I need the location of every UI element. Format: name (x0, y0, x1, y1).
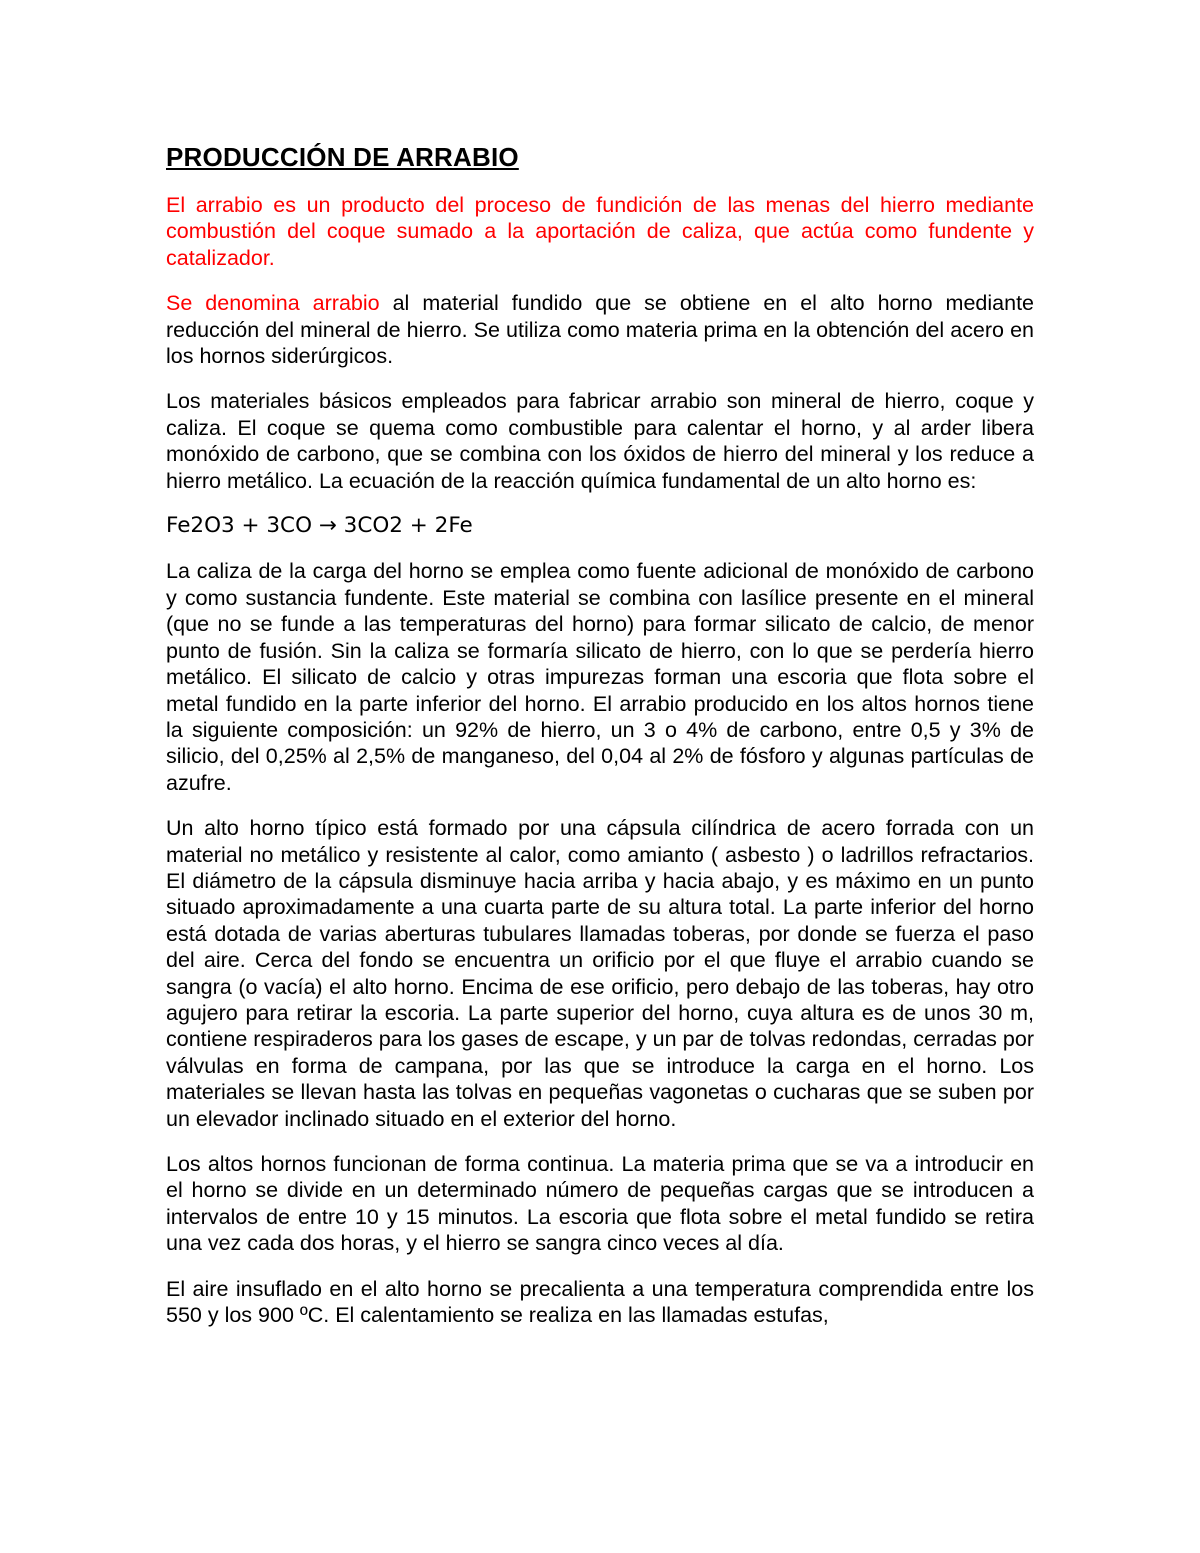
operation-paragraph: Los altos hornos funcionan de forma continua. La materia prima que se va a introducir en el horno se divide en un determinado número de pequeñas cargas que se introducen a intervalos de entre 10 y 15 minutos. La escoria que flota sobre el metal fundido se retira una vez cada dos horas, y el hierro se sangra cinco veces al día. (166, 1152, 1034, 1256)
materials-paragraph: Los materiales básicos empleados para fabricar arrabio son mineral de hierro, coque y caliza. El coque se quema como combustible para calentar el horno, y al arder libera monóxido de carbono, que se combina con los óxidos de hierro del mineral y los reduce a hierro metálico. La ecuación de la reacción química fundamental de un alto horno es: (166, 389, 1034, 493)
reaction-equation: Fe2O3 + 3CO → 3CO2 + 2Fe (166, 513, 473, 539)
intro-paragraph: El arrabio es un producto del proceso de fundición de las menas del hierro mediante combustión del coque sumado a la aportación de caliza, que actúa como fundente y catalizador. (166, 193, 1034, 270)
air-preheat-paragraph: El aire insuflado en el alto horno se precalienta a una temperatura comprendida entre los 550 y los 900 ºC. El calentamiento se realiza en las llamadas estufas, (166, 1276, 1034, 1328)
definition-text: al material fundido que se obtiene en el alto horno mediante reducción del mineral de hierro. Se utiliza como materia prima en la obtención del acero en los hornos siderúrgicos. (166, 291, 1034, 369)
limestone-paragraph: La caliza de la carga del horno se emplea como fuente adicional de monóxido de carbono y como sustancia fundente. Este material se combina con lasílice presente en el mineral (que no se funde a las temperaturas del horno) para formar silicato de calcio, de menor punto de fusión. Sin la caliza se formaría silicato de hierro, con lo que se perdería hierro metálico. El silicato de calcio y otras impurezas forman una escoria que flota sobre el metal fundido en la parte inferior del horno. El arrabio producido en los altos hornos tiene la siguiente composición: un 92% de hierro, un 3 o 4% de carbono, entre 0,5 y 3% de silicio, del 0,25% al 2,5% de manganeso, del 0,04 al 2% de fósforo y algunas partículas de azufre. (166, 559, 1034, 795)
definition-paragraph (166, 290, 1034, 369)
furnace-structure-paragraph: Un alto horno típico está formado por una cápsula cilíndrica de acero forrada con un material no metálico y resistente al calor, como amianto ( asbesto ) o ladrillos refractarios. El diámetro de la cápsula disminuye hacia arriba y hacia abajo, y es máximo en un punto situado aproximadamente a una cuarta parte de su altura total. La parte inferior del horno está dotada de varias aberturas tubulares llamadas toberas, por donde se fuerza el paso del aire. Cerca del fondo se encuentra un orificio por el que fluye el arrabio cuando se sangra (o vacía) el alto horno. Encima de ese orificio, pero debajo de las toberas, hay otro agujero para retirar la escoria. La parte superior del horno, cuya altura es de unos 30 m, contiene respiraderos para los gases de escape, y un par de tolvas redondas, cerradas por válvulas en forma de campana, por las que se introduce la carga en el horno. Los materiales se llevan hasta las tolvas en pequeñas vagonetas o cucharas que se suben por un elevador inclinado situado en el exterior del horno. (166, 816, 1034, 1131)
definition-highlight: Se denomina arrabio (166, 291, 380, 316)
document-title: PRODUCCIÓN DE ARRABIO (166, 142, 519, 172)
